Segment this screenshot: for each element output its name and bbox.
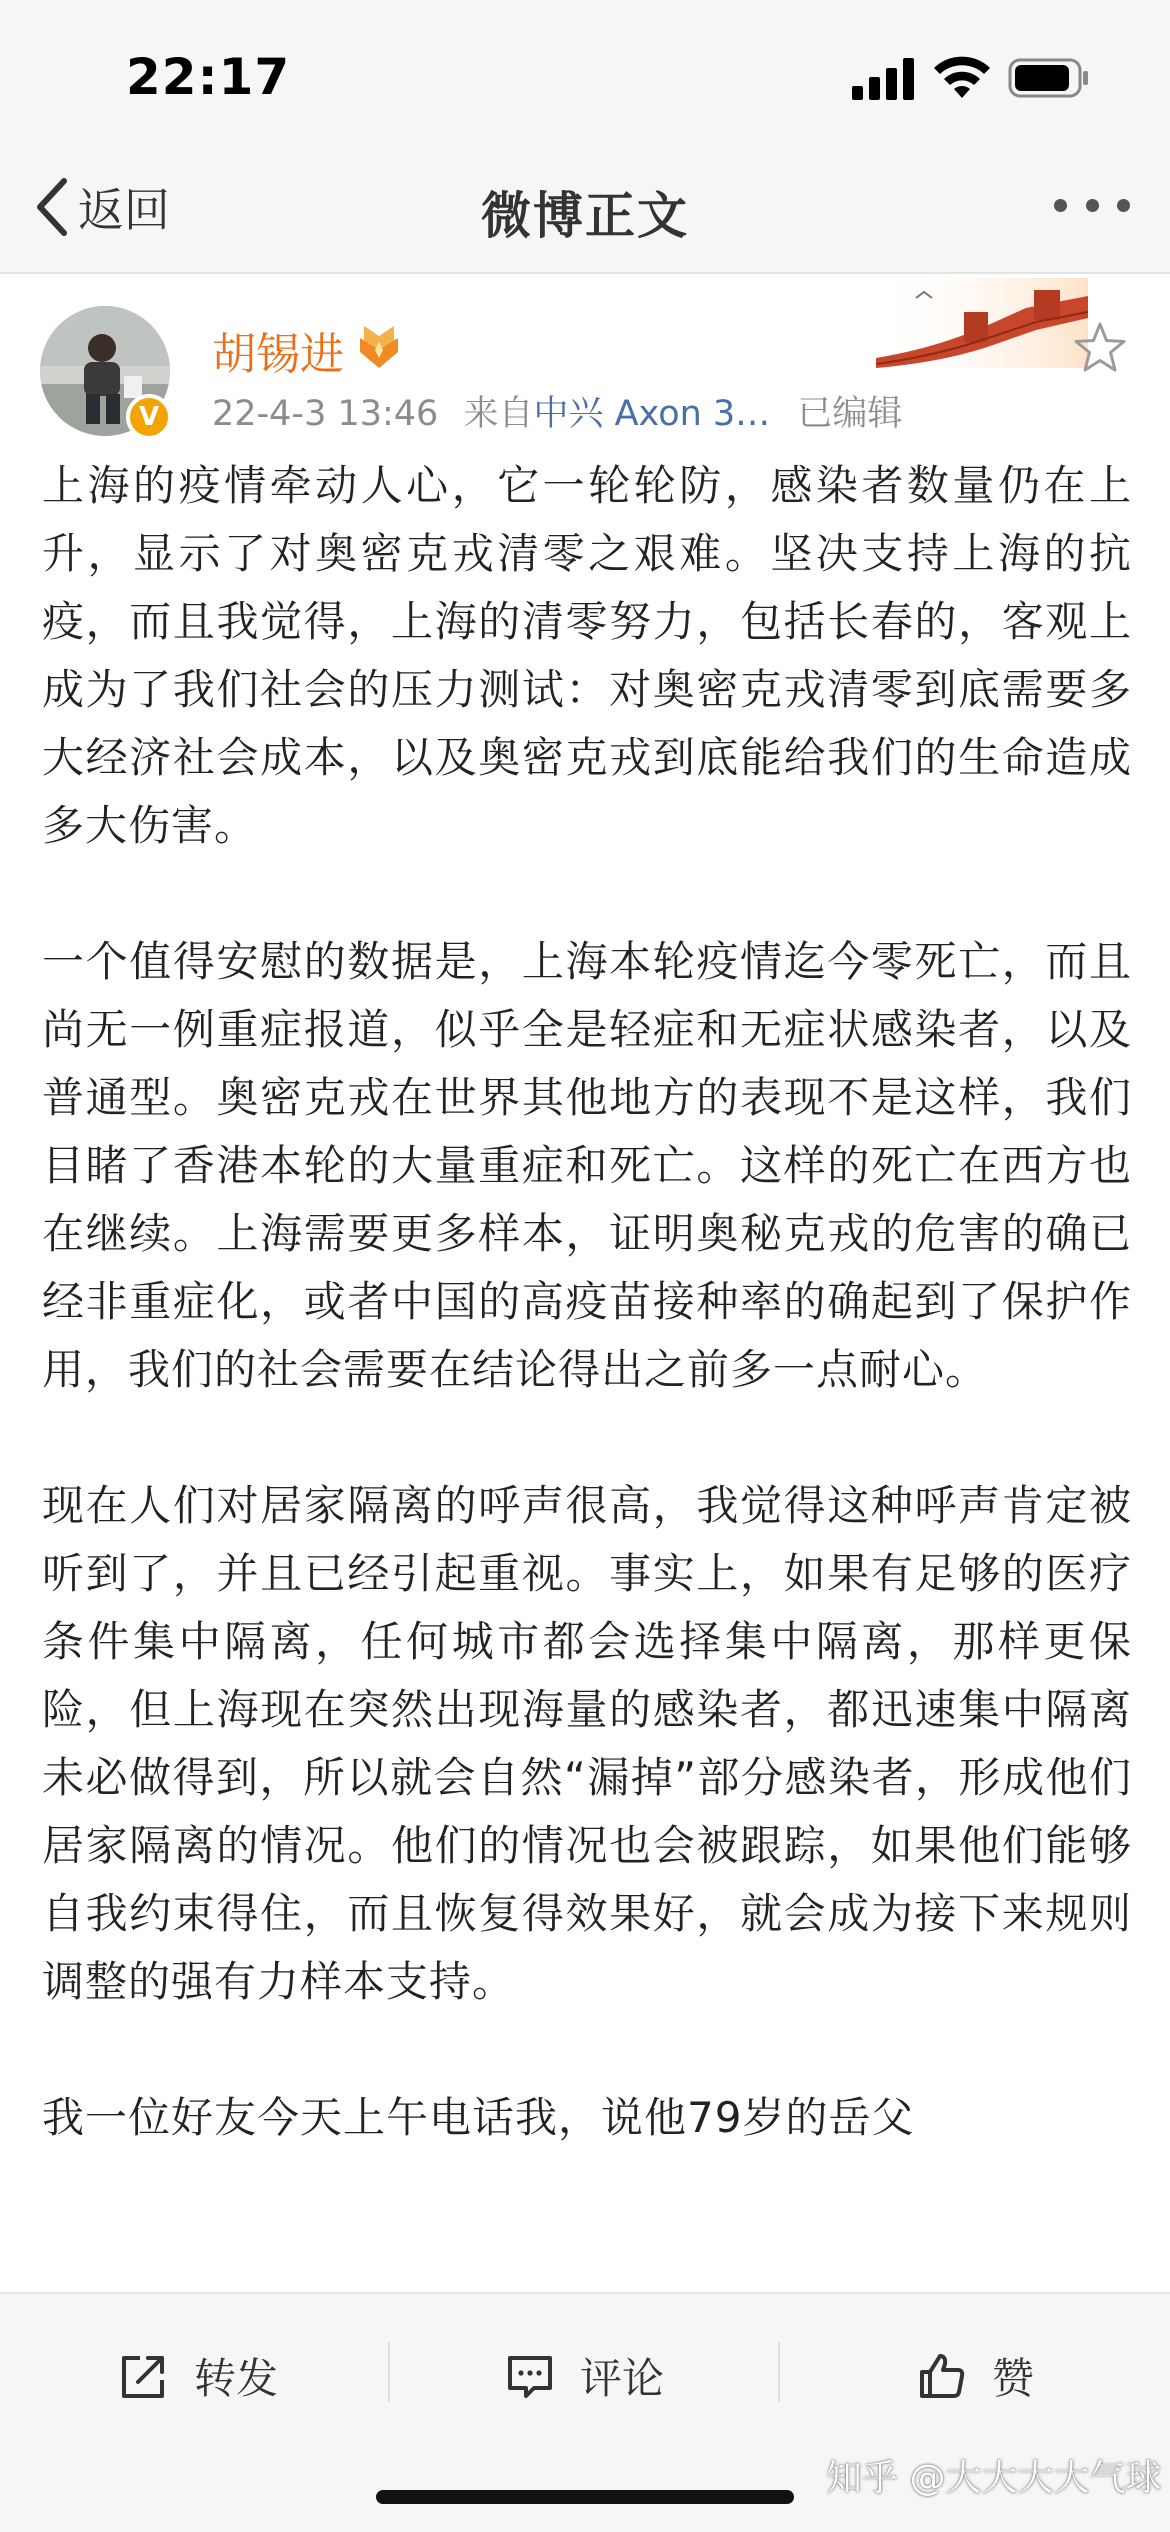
- source-prefix: 来自: [463, 394, 534, 434]
- post-paragraph: 上海的疫情牵动人心，它一轮轮防，感染者数量仍在上升，显示了对奥密克戎清零之艰难。坚决支持上海的抗疫，而且我觉得，上海的清零努力，包括长春的，客观上成为了我们社会的压力测试：对奥密克戎清零到底需要多大经济社会成本，以及奥密克戎到底能给我们的生命造成多大伤害。: [42, 461, 1132, 850]
- favorite-star-icon[interactable]: [1072, 320, 1128, 376]
- top-bar: [0, 0, 1170, 274]
- member-medal-icon: [356, 322, 402, 370]
- comment-icon: [504, 2350, 556, 2402]
- repost-button[interactable]: [118, 2336, 278, 2416]
- verified-badge-icon: V: [126, 394, 172, 440]
- more-dot-icon: [1117, 199, 1130, 212]
- battery-icon: [1008, 56, 1090, 100]
- wifi-icon: [934, 54, 990, 98]
- comment-button[interactable]: [504, 2336, 664, 2416]
- divider: [388, 2342, 390, 2402]
- share-icon: [118, 2350, 170, 2402]
- like-label: 赞: [992, 2354, 1035, 2403]
- more-dot-icon: [1054, 199, 1067, 212]
- like-button[interactable]: [916, 2336, 1034, 2416]
- great-wall-decoration-icon: [876, 278, 1088, 368]
- thumbs-up-icon: [916, 2350, 968, 2402]
- home-indicator[interactable]: [376, 2490, 794, 2504]
- post-meta: [212, 386, 902, 436]
- post-paragraph: 现在人们对居家隔离的呼声很高，我觉得这种呼声肯定被听到了，并且已经引起重视。事实上，如果有足够的医疗条件集中隔离，任何城市都会选择集中隔离，那样更保险，但上海现在突然出现海量的感染者，都迅速集中隔离未必做得到，所以就会自然“漏掉”部分感染者，形成他们居家隔离的情况。他们的情况也会被跟踪，如果他们能够自我约束得住，而且恢复得效果好，就会成为接下来规则调整的强有力样本支持。: [42, 1481, 1132, 2006]
- comment-label: 评论: [580, 2354, 665, 2403]
- edited-label: 已编辑: [797, 394, 903, 434]
- repost-label: 转发: [194, 2354, 279, 2403]
- post-content: [42, 452, 1132, 2220]
- post-date: 22-4-3 13:46: [212, 394, 439, 434]
- post-paragraph: 一个值得安慰的数据是，上海本轮疫情迄今零死亡，而且尚无一例重症报道，似乎全是轻症和无症状感染者，以及普通型。奥密克戎在世界其他地方的表现不是这样，我们目睹了香港本轮的大量重症和死亡。这样的死亡在西方也在继续。上海需要更多样本，证明奥秘克戎的危害的确已经非重症化，或者中国的高疫苗接种率的确起到了保护作用，我们的社会需要在结论得出之前多一点耐心。: [42, 937, 1132, 1394]
- page-title: 微博正文: [481, 187, 689, 245]
- more-options-button[interactable]: [1054, 190, 1130, 220]
- divider: [778, 2342, 780, 2402]
- source-link[interactable]: 中兴 Axon 3…: [533, 394, 771, 434]
- back-label: 返回: [78, 183, 170, 237]
- more-dot-icon: [1086, 199, 1099, 212]
- post-paragraph: 我一位好友今天上午电话我，说他79岁的岳父: [42, 2093, 915, 2142]
- username[interactable]: 胡锡进: [212, 329, 344, 380]
- cellular-signal-icon: [852, 58, 914, 100]
- watermark: 知乎 @大大大大气球: [826, 2458, 1162, 2499]
- status-time: 22:17: [126, 48, 291, 106]
